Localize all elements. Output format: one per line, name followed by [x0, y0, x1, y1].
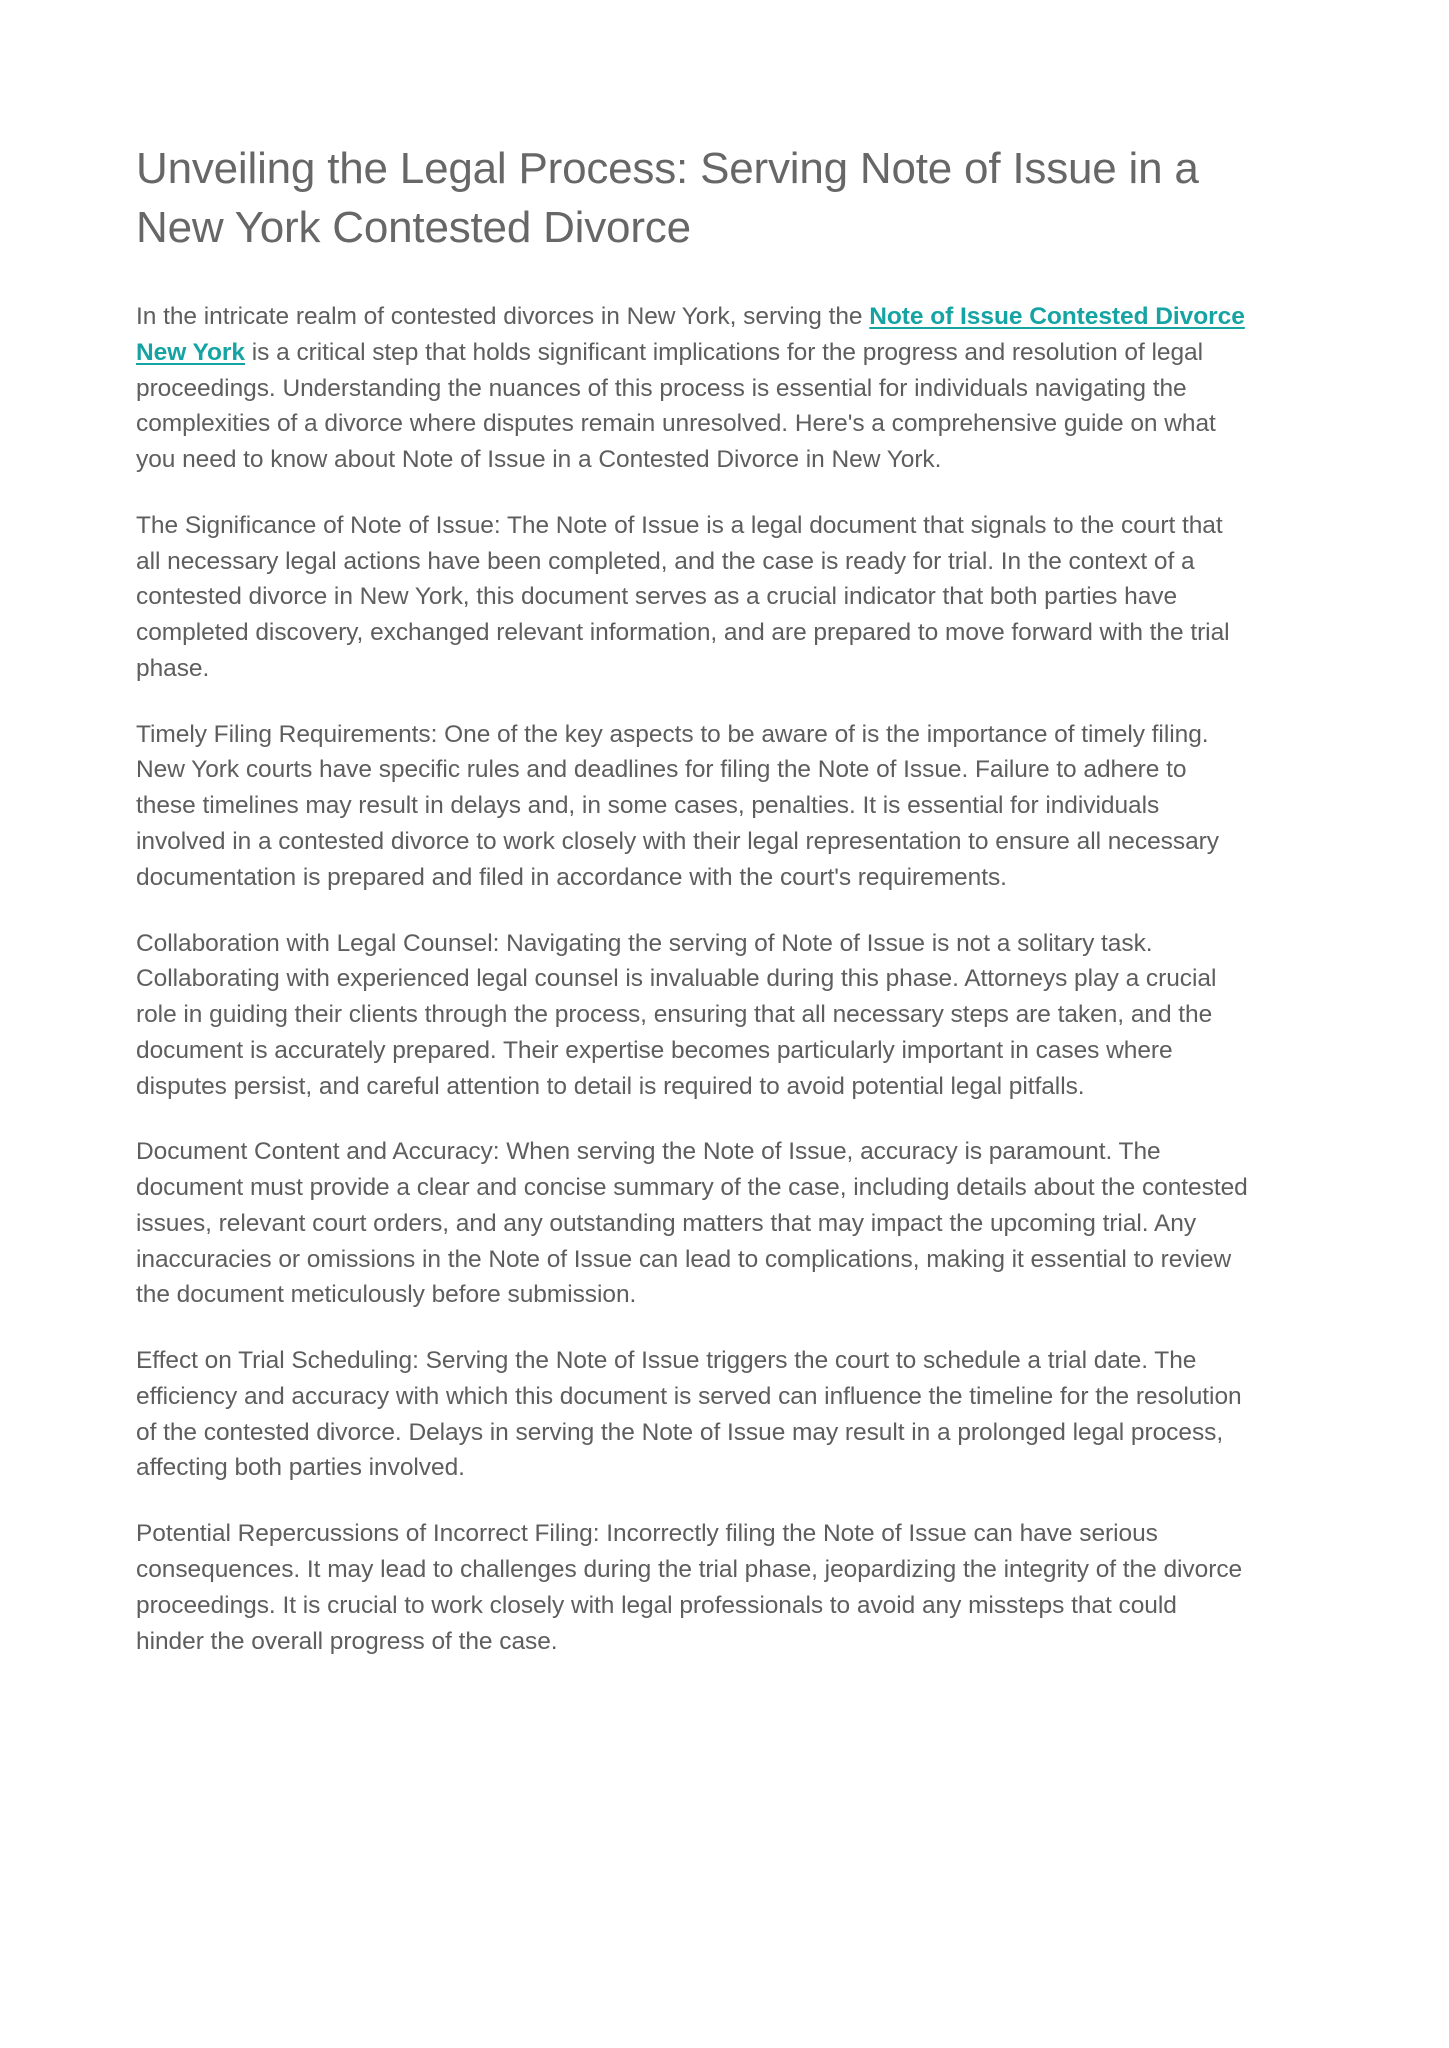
paragraph-intro-tail: is a critical step that holds significant implications for the progress and resolution of legal proceedings. Understanding the nuances of this process is essential for individuals navigating the complexities of a divorce where disputes remain unresolved. Here's a comprehensive guide on what you need to know about Note of Issue in a Contested Divorce in New York.: [136, 338, 1216, 474]
paragraph-intro: [136, 299, 1251, 478]
paragraph-intro-lead: In the intricate realm of contested divorces in New York, serving the: [136, 303, 870, 331]
paragraph-repercussions: Potential Repercussions of Incorrect Filing: Incorrectly filing the Note of Issue can have serious consequences. It may lead to challenges during the trial phase, jeopardizing the integrity of the divorce proceedings. It is crucial to work closely with legal professionals to avoid any missteps that could hinder the overall progress of the case.: [136, 1520, 1243, 1655]
note-of-issue-link[interactable]: Note of Issue Contested Divorce New York: [136, 303, 1245, 366]
paragraph-significance: The Significance of Note of Issue: The Note of Issue is a legal document that signals to the court that all necessary legal actions have been completed, and the case is ready for trial. In the context of a contested divorce in New York, this document serves as a crucial indicator that both parties have completed discovery, exchanged relevant information, and are prepared to move forward with the trial phase.: [136, 511, 1230, 682]
paragraph-timely-filing: Timely Filing Requirements: One of the key aspects to be aware of is the importance of timely filing. New York courts have specific rules and deadlines for filing the Note of Issue. Failure to adhere to these timelines may result in delays and, in some cases, penalties. It is essential for individuals involved in a contested divorce to work closely with their legal representation to ensure all necessary documentation is prepared and filed in accordance with the court's requirements.: [136, 720, 1219, 891]
paragraph-collaboration: Collaboration with Legal Counsel: Navigating the serving of Note of Issue is not a solitary task. Collaborating with experienced legal counsel is invaluable during this phase. Attorneys play a crucial role in guiding their clients through the process, ensuring that all necessary steps are taken, and the document is accurately prepared. Their expertise becomes particularly important in cases where disputes persist, and careful attention to detail is required to avoid potential legal pitfalls.: [136, 929, 1217, 1100]
document-body: [136, 299, 1334, 1659]
paragraph-trial-scheduling: Effect on Trial Scheduling: Serving the Note of Issue triggers the court to schedule a trial date. The efficiency and accuracy with which this document is served can influence the timeline for the resolution of the contested divorce. Delays in serving the Note of Issue may result in a prolonged legal process, affecting both parties involved.: [136, 1347, 1242, 1482]
paragraph-document-content: Document Content and Accuracy: When serving the Note of Issue, accuracy is paramount. The document must provide a clear and concise summary of the case, including details about the contested issues, relevant court orders, and any outstanding matters that may impact the upcoming trial. Any inaccuracies or omissions in the Note of Issue can lead to complications, making it essential to review the document meticulously before submission.: [136, 1138, 1248, 1309]
page-title: Unveiling the Legal Process: Serving Note of Issue in a New York Contested Divorce: [136, 144, 1199, 252]
